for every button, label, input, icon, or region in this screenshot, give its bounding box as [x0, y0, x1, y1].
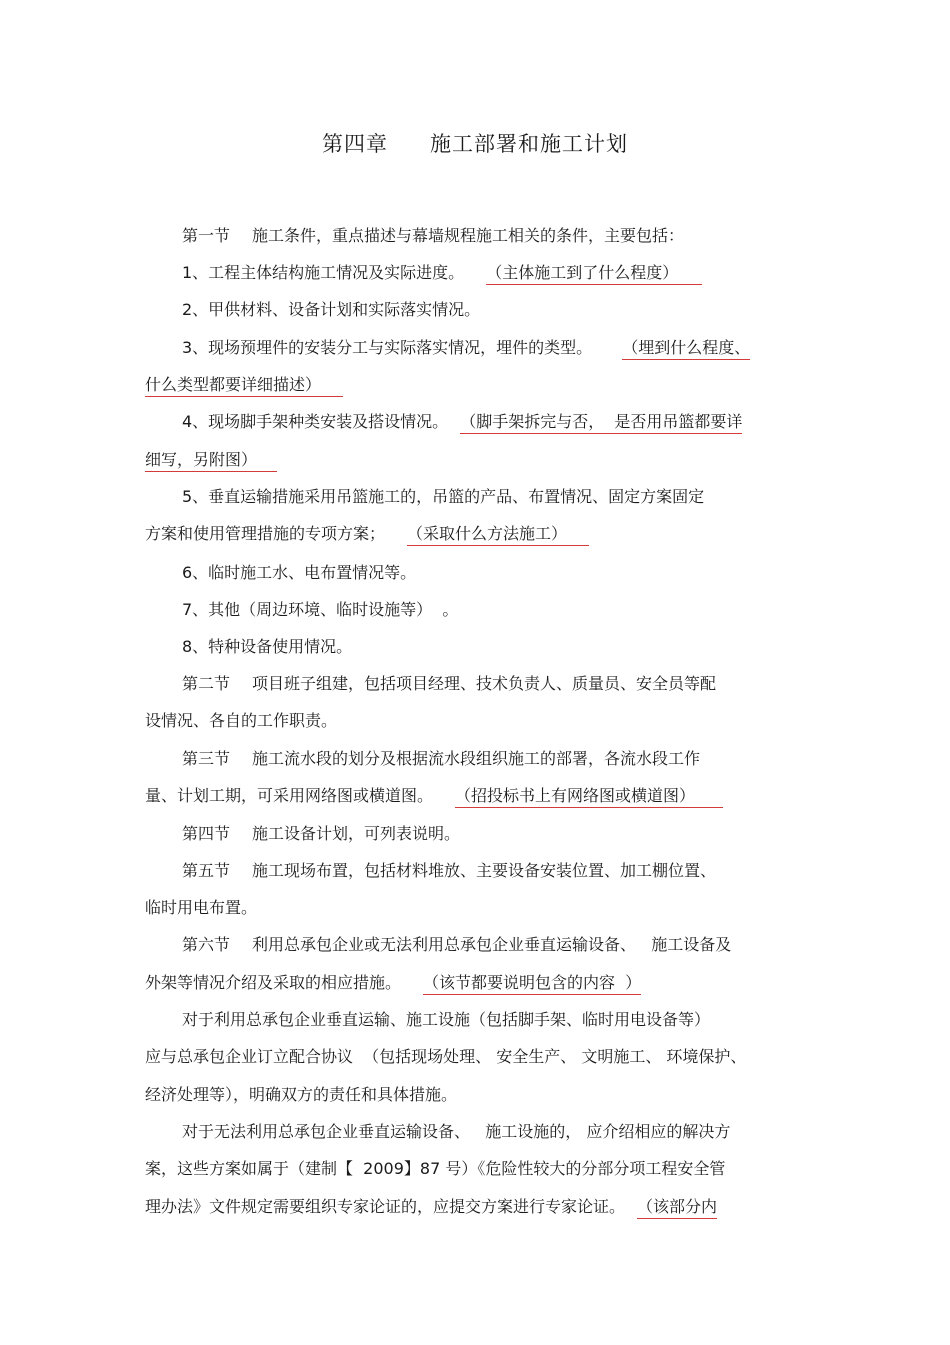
line-text: 施工现场布置，包括材料堆放、主要设备安装位置、加工棚位置、 — [252, 861, 717, 880]
line-text: 6、临时施工水、电布置情况等。 — [182, 563, 417, 582]
line-text: 施工流水段的划分及根据流水段组织施工的部署，各流水段工作 — [252, 749, 701, 768]
annotation-note: （采取什么方法施工） — [407, 524, 589, 546]
paragraph-line — [145, 524, 810, 544]
annotation-note: 细写，另附图） — [145, 450, 277, 472]
paragraph-line — [145, 749, 847, 769]
line-text: 4、现场脚手架种类安装及搭设情况。 — [182, 412, 449, 431]
line-text: 经济处理等），明确双方的责任和具体措施。 — [145, 1085, 458, 1104]
annotation-note: （主体施工到了什么程度） — [486, 263, 702, 285]
line-text: 项目班子组建，包括项目经理、技术负责人、质量员、安全员等配 — [252, 674, 717, 693]
paragraph-line — [145, 674, 847, 694]
section-label: 第一节 — [182, 226, 231, 245]
section-label: 第四节 — [182, 824, 231, 843]
line-text: 2、甲供材料、设备计划和实际落实情况。 — [182, 300, 481, 319]
annotation-note: （埋到什么程度、 — [622, 338, 750, 360]
paragraph-line — [145, 338, 847, 358]
paragraph-line — [145, 786, 810, 806]
paragraph-line — [145, 1085, 810, 1105]
line-text: 理办法》文件规定需要组织专家论证的，应提交方案进行专家论证。 — [145, 1197, 626, 1216]
line-text: 3、现场预埋件的安装分工与实际落实情况，埋件的类型。 — [182, 338, 593, 357]
annotation-note: （招投标书上有网络图或横道图） — [455, 786, 723, 808]
line-text: 临时用电布置。 — [145, 898, 258, 917]
line-text: 8、特种设备使用情况。 — [182, 637, 353, 656]
line-text: 7、其他（周边环境、临时设施等） 。 — [182, 600, 459, 619]
paragraph-line — [145, 600, 847, 620]
chapter-name: 施工部署和施工计划 — [430, 132, 628, 156]
paragraph-line — [145, 861, 847, 881]
annotation-note: 什么类型都要详细描述） — [145, 375, 343, 397]
line-text: 量、计划工期，可采用网络图或横道图。 — [145, 786, 434, 805]
line-text: 5、垂直运输措施采用吊篮施工的，吊篮的产品、布置情况、固定方案固定 — [182, 487, 705, 506]
paragraph-line — [145, 1159, 810, 1179]
paragraph-line — [145, 1122, 847, 1142]
line-text: 设情况、各自的工作职责。 — [145, 711, 338, 730]
paragraph-line — [145, 450, 810, 470]
line-text: 施工设备计划，可列表说明。 — [252, 824, 461, 843]
paragraph-line — [145, 711, 810, 731]
paragraph-line — [145, 563, 847, 583]
line-text: 案，这些方案如属于（建制【 2009】87 号）《危险性较大的分部分项工程安全管 — [145, 1159, 726, 1178]
paragraph-line — [145, 375, 810, 395]
paragraph-line — [145, 898, 810, 918]
paragraph-line — [145, 263, 847, 283]
line-text: 对于利用总承包企业垂直运输、施工设施（包括脚手架、临时用电设备等） — [182, 1010, 711, 1029]
page-title — [0, 128, 950, 158]
paragraph-line — [145, 1010, 847, 1030]
section-label: 第六节 — [182, 935, 231, 954]
line-text: 方案和使用管理措施的专项方案； — [145, 524, 386, 543]
section-label: 第五节 — [182, 861, 231, 880]
line-text: 对于无法利用总承包企业垂直运输设备、 施工设施的， 应介绍相应的解决方 — [182, 1122, 731, 1141]
paragraph-line — [145, 487, 847, 507]
line-text: 外架等情况介绍及采取的相应措施。 — [145, 973, 402, 992]
paragraph-line — [145, 412, 847, 432]
section-label: 第三节 — [182, 749, 231, 768]
annotation-note: （脚手架拆完与否， 是否用吊篮都要详 — [460, 412, 742, 434]
line-text: 施工条件，重点描述与幕墙规程施工相关的条件，主要包括： — [252, 226, 685, 245]
paragraph-line — [145, 637, 847, 657]
paragraph-line — [145, 824, 847, 844]
paragraph-line — [145, 1047, 810, 1067]
chapter-number: 第四章 — [322, 132, 388, 156]
section-label: 第二节 — [182, 674, 231, 693]
paragraph-line — [145, 935, 847, 955]
annotation-note: （该部分内 — [637, 1197, 717, 1219]
annotation-note: （该节都要说明包含的内容 ） — [423, 973, 641, 995]
paragraph-line — [145, 1197, 810, 1217]
line-text: 1、工程主体结构施工情况及实际进度。 — [182, 263, 465, 282]
paragraph-line — [145, 973, 810, 993]
line-text: 利用总承包企业或无法利用总承包企业垂直运输设备、 施工设备及 — [252, 935, 732, 954]
line-text: 应与总承包企业订立配合协议 （包括现场处理、 安全生产、 文明施工、 环境保护、 — [145, 1047, 747, 1066]
paragraph-line — [145, 226, 847, 246]
paragraph-line — [145, 300, 847, 320]
